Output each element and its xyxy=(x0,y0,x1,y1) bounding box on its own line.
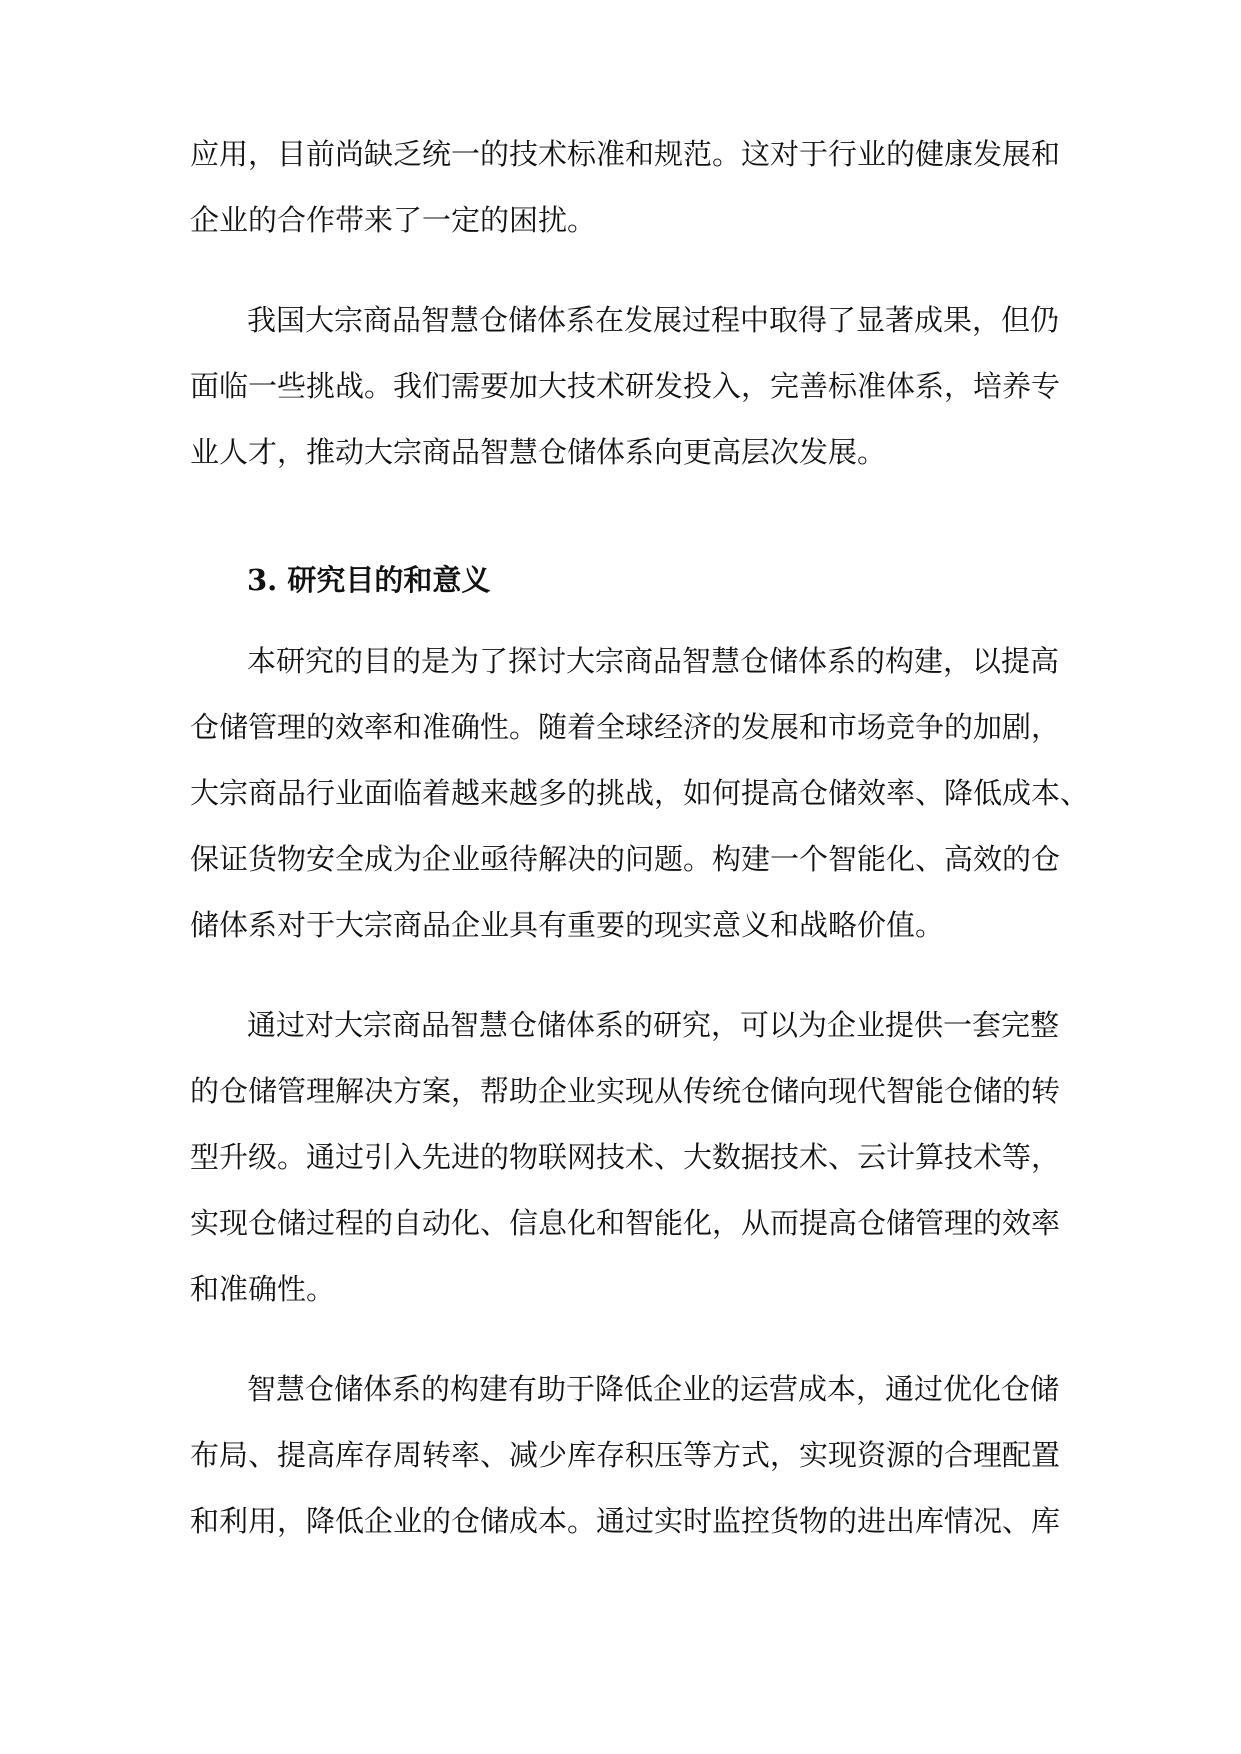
paragraph-5-line-3: 和利用，降低企业的仓储成本。通过实时监控货物的进出库情况、库 xyxy=(190,1504,1061,1538)
paragraph-3-line-5: 储体系对于大宗商品企业具有重要的现实意义和战略价值。 xyxy=(190,908,945,942)
paragraph-3-line-3: 大宗商品行业面临着越来越多的挑战，如何提高仓储效率、降低成本、 xyxy=(190,776,1090,810)
paragraph-2-line-2: 面临一些挑战。我们需要加大技术研发投入，完善标准体系，培养专 xyxy=(190,369,1061,403)
paragraph-4-line-3: 型升级。通过引入先进的物联网技术、大数据技术、云计算技术等， xyxy=(190,1140,1061,1174)
paragraph-5-line-2: 布局、提高库存周转率、减少库存积压等方式，实现资源的合理配置 xyxy=(190,1438,1061,1472)
paragraph-3-line-1: 本研究的目的是为了探讨大宗商品智慧仓储体系的构建，以提高 xyxy=(247,644,1060,678)
paragraph-1-line-2: 企业的合作带来了一定的困扰。 xyxy=(190,203,597,237)
paragraph-5-line-1: 智慧仓储体系的构建有助于降低企业的运营成本，通过优化仓储 xyxy=(247,1372,1060,1406)
paragraph-2-line-1: 我国大宗商品智慧仓储体系在发展过程中取得了显著成果，但仍 xyxy=(247,303,1060,337)
paragraph-4-line-2: 的仓储管理解决方案，帮助企业实现从传统仓储向现代智能仓储的转 xyxy=(190,1074,1061,1108)
paragraph-1-line-1: 应用，目前尚缺乏统一的技术标准和规范。这对于行业的健康发展和 xyxy=(190,137,1061,171)
paragraph-4-line-5: 和准确性。 xyxy=(190,1272,336,1306)
paragraph-4-line-4: 实现仓储过程的自动化、信息化和智能化，从而提高仓储管理的效率 xyxy=(190,1206,1061,1240)
section-heading: 3. 研究目的和意义 xyxy=(247,563,491,597)
paragraph-3-line-4: 保证货物安全成为企业亟待解决的问题。构建一个智能化、高效的仓 xyxy=(190,842,1061,876)
paragraph-4-line-1: 通过对大宗商品智慧仓储体系的研究，可以为企业提供一套完整 xyxy=(247,1008,1060,1042)
paragraph-2-line-3: 业人才，推动大宗商品智慧仓储体系向更高层次发展。 xyxy=(190,435,887,469)
paragraph-3-line-2: 仓储管理的效率和准确性。随着全球经济的发展和市场竞争的加剧， xyxy=(190,710,1061,744)
